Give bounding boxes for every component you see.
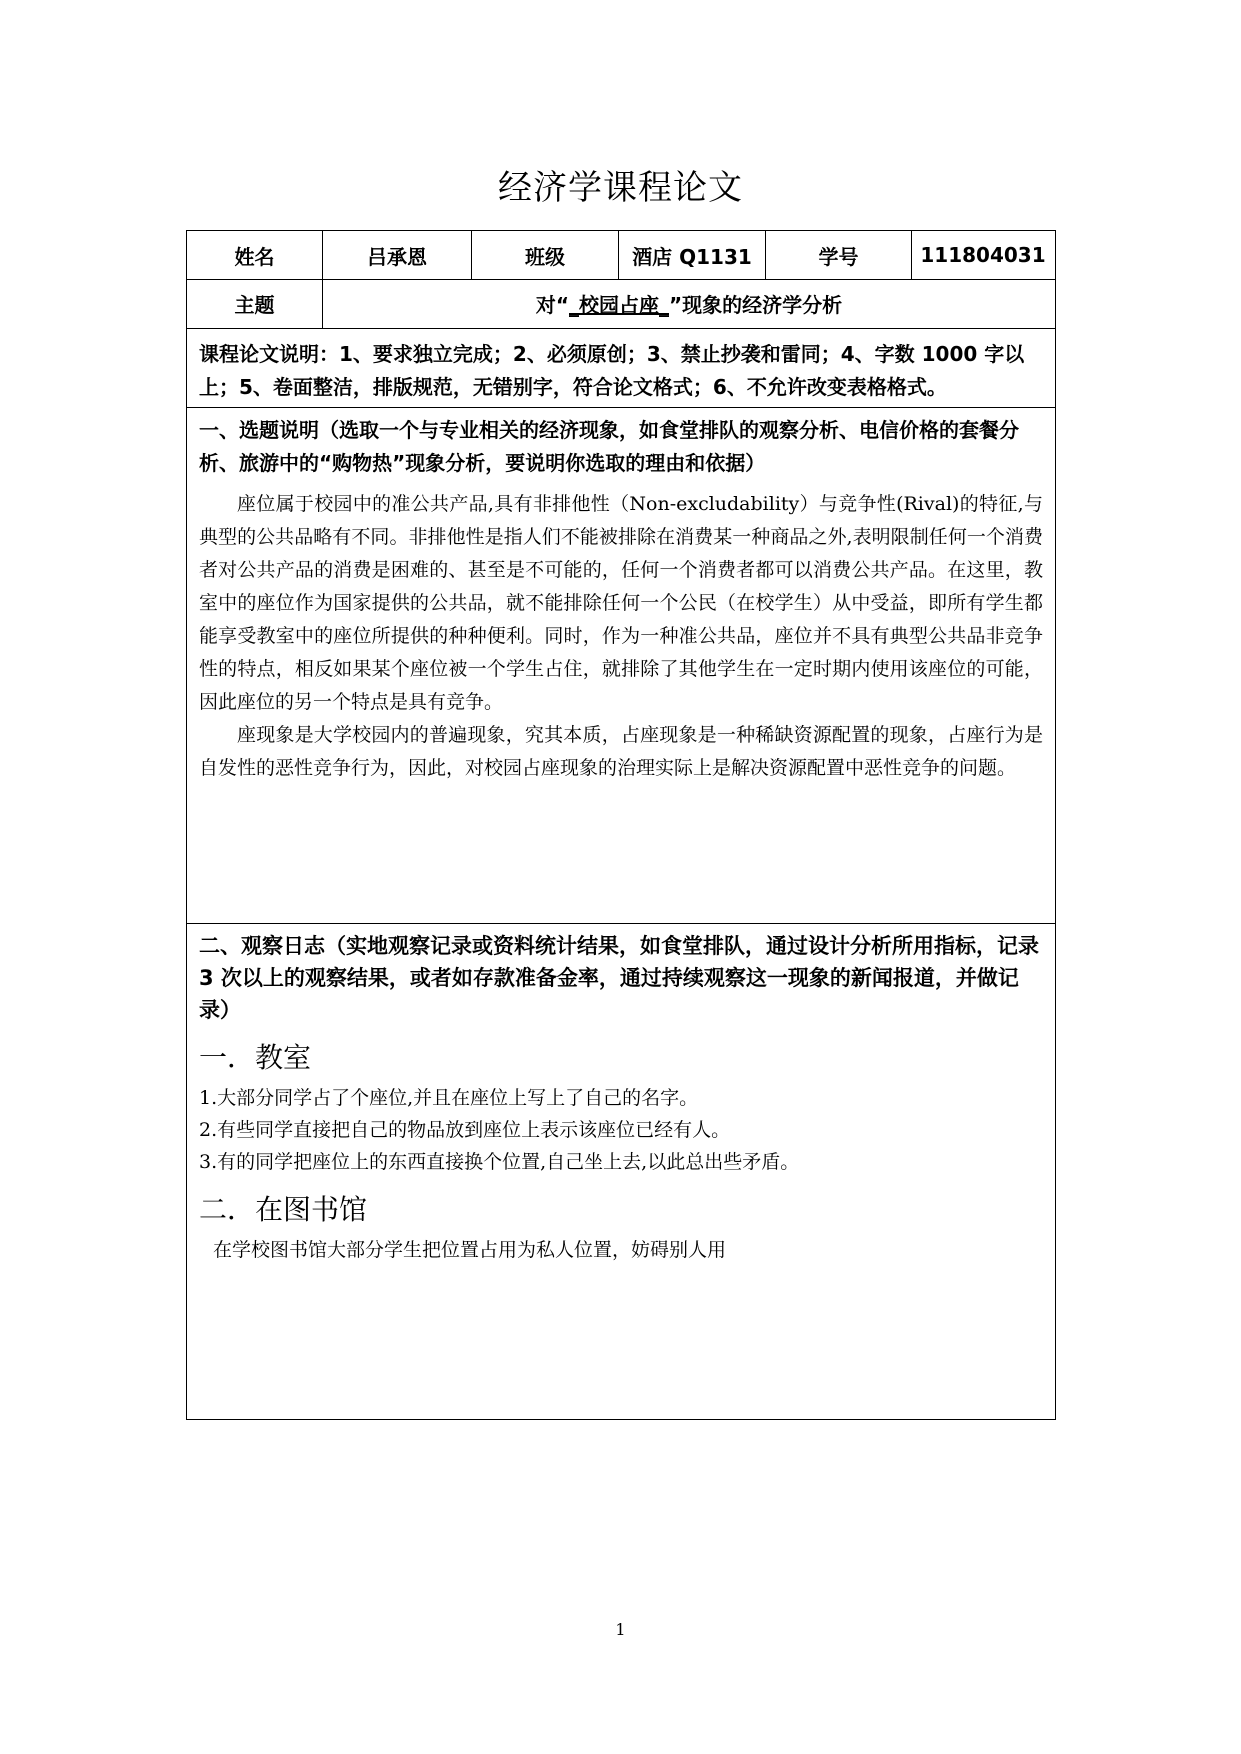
instructions: 课程论文说明：1、要求独立完成；2、必须原创；3、禁止抄袭和雷同；4、字数 1000 字以上；5、卷面整洁，排版规范，无错别字，符合论文格式；6、不允许改变表格格式。 [187,328,1055,408]
thesis-table [186,230,1056,1420]
name-label: 姓名 [187,231,323,279]
subheading-library: 二．在图书馆 [199,1193,368,1226]
section1-paragraph-2: 座现象是大学校园内的普遍现象，究其本质，占座现象是一种稀缺资源配置的现象，占座行为是自发性的恶性竞争行为，因此，对校园占座现象的治理实际上是解决资源配置中恶性竞争的问题。 [199,724,1043,779]
topic-underlined: _校园占座_ [569,293,669,317]
id-label: 学号 [766,231,912,279]
class-label: 班级 [472,231,619,279]
class-value: 酒店 Q1131 [619,231,766,279]
section1-paragraph-1: 座位属于校园中的准公共产品,具有非排他性（Non-excludability）与竞争性(Rival)的特征,与典型的公共品略有不同。非排他性是指人们不能被排除在消费某一种商品之外,表明限制任何一个消费者对公共产品的消费是困难的、甚至是不可能的，任何一个消费者都可以消费公共产品。在这里，教室中的座位作为国家提供的公共品，就不能排除任何一个公民（在校学生）从中受益，即所有学生都能享受教室中的座位所提供的种种便利。同时，作为一种准公共品，座位并不具有典型公共品非竞争性的特点，相反如果某个座位被一个学生占住，就排除了其他学生在一定时期内使用该座位的可能，因此座位的另一个特点是具有竞争。 [199,493,1043,713]
topic-label: 主题 [187,279,323,328]
library-observation: 在学校图书馆大部分学生把位置占用为私人位置，妨碍别人用 [213,1239,727,1261]
observation-item: 3.有的同学把座位上的东西直接换个位置,自己坐上去,以此总出些矛盾。 [199,1151,800,1173]
observation-item: 2.有些同学直接把自己的物品放到座位上表示该座位已经有人。 [199,1119,731,1141]
observation-item: 1.大部分同学占了个座位,并且在座位上写上了自己的名字。 [199,1087,699,1109]
info-row [187,231,1055,280]
page-title: 经济学课程论文 [498,168,743,208]
section-topic-explanation [187,408,1055,924]
page-number: 1 [615,1620,626,1639]
topic-suffix: ”现象的经济学分析 [669,293,843,317]
section-observation-log [187,924,1055,1419]
name-value: 吕承恩 [323,231,472,279]
topic-prefix: 对“ [535,293,569,317]
section2-heading: 二、观察日志（实地观察记录或资料统计结果，如食堂排队，通过设计分析所用指标，记录 3 次以上的观察结果，或者如存款准备金率，通过持续观察这一现象的新闻报道，并做记录） [199,934,1039,1022]
id-value: 111804031 [920,243,1046,267]
section1-heading: 一、选题说明（选取一个与专业相关的经济现象，如食堂排队的观察分析、电信价格的套餐分析、旅游中的“购物热”现象分析，要说明你选取的理由和依据） [199,418,1019,475]
topic-row [187,279,1055,329]
topic-value [323,279,1055,328]
subheading-classroom: 一．教室 [199,1041,312,1074]
